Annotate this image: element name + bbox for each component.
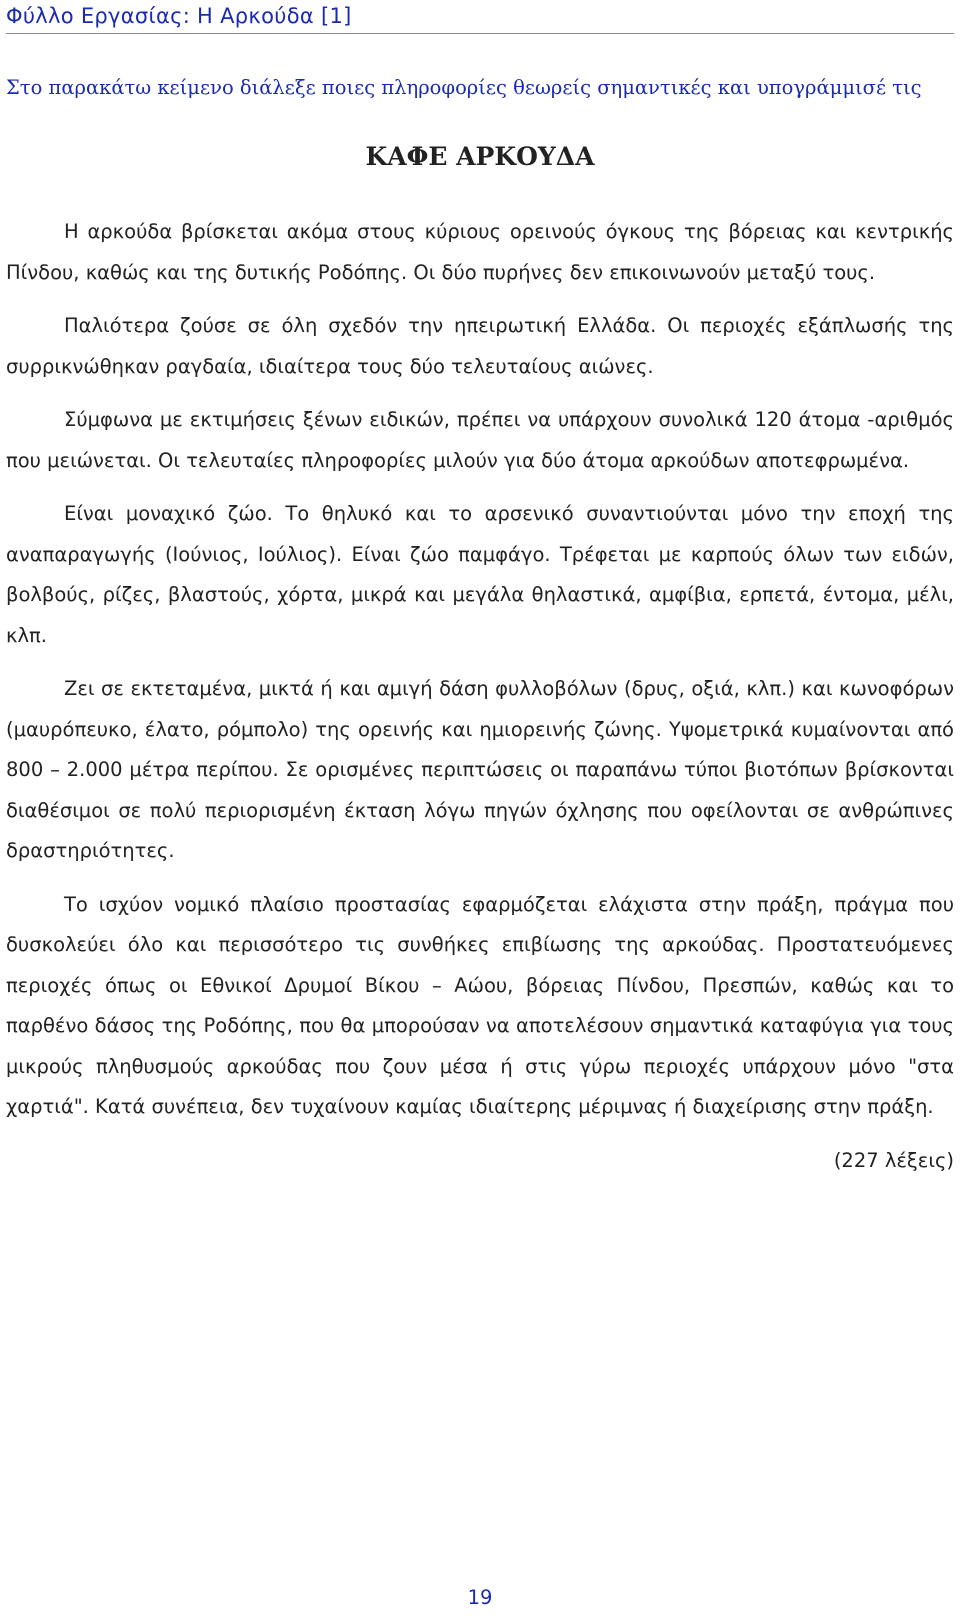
paragraph: Παλιότερα ζούσε σε όλη σχεδόν την ηπειρωτική Ελλάδα. Οι περιοχές εξάπλωσής της συρρικνώθηκαν ραγδαία, ιδιαίτερα τους δύο τελευταίους αιώνες. xyxy=(6,314,954,378)
page-number: 19 xyxy=(467,1586,493,1609)
paragraph: Ζει σε εκτεταμένα, μικτά ή και αμιγή δάση φυλλοβόλων (δρυς, οξιά, κλπ.) και κωνοφόρων (μαυρόπευκο, έλατο, ρόμπολο) της ορεινής και ημιορεινής ζώνης. Υψομετρικά κυμαίνονται από 800 – 2.000 μέτρα περίπου. Σε ορισμένες περιπτώσεις οι παραπάνω τύποι βιοτόπων βρίσκονται διαθέσιμοι σε πολύ περιορισμένη έκταση λόγω πηγών όχλησης που οφείλονται σε ανθρώπινες δραστηριότητες. xyxy=(6,677,954,862)
instruction-text: Στο παρακάτω κείμενο διάλεξε ποιες πληροφορίες θεωρείς σημαντικές και υπογράμμισέ τις xyxy=(6,76,922,99)
worksheet-header: Φύλλο Εργασίας: Η Αρκούδα [1] xyxy=(6,4,352,28)
word-count: (227 λέξεις) xyxy=(833,1148,954,1172)
article-title: ΚΑΦΕ ΑΡΚΟΥΔΑ xyxy=(365,142,595,171)
paragraph: Είναι μοναχικό ζώο. Το θηλυκό και το αρσενικό συναντιούνται μόνο την εποχή της αναπαραγωγής (Ιούνιος, Ιούλιος). Είναι ζώο παμφάγο. Τρέφεται με καρπούς όλων των ειδών, βολβούς, ρίζες, βλαστούς, χόρτα, μικρά και μεγάλα θηλαστικά, αμφίβια, ερπετά, έντομα, μέλι, κλπ. xyxy=(6,502,954,647)
paragraph: Σύμφωνα με εκτιμήσεις ξένων ειδικών, πρέπει να υπάρχουν συνολικά 120 άτομα -αριθμός που μειώνεται. Οι τελευταίες πληροφορίες μιλούν για δύο άτομα αρκούδων αποτεφρωμένα. xyxy=(6,408,954,472)
article-body xyxy=(6,212,954,1181)
header-divider xyxy=(6,33,954,34)
paragraph: Η αρκούδα βρίσκεται ακόμα στους κύριους ορεινούς όγκους της βόρειας και κεντρικής Πίνδου, καθώς και της δυτικής Ροδόπης. Οι δύο πυρήνες δεν επικοινωνούν μεταξύ τους. xyxy=(6,220,954,284)
paragraph: Το ισχύον νομικό πλαίσιο προστασίας εφαρμόζεται ελάχιστα στην πράξη, πράγμα που δυσκολεύει όλο και περισσότερο τις συνθήκες επιβίωσης της αρκούδας. Προστατευόμενες περιοχές όπως οι Εθνικοί Δρυμοί Βίκου – Αώου, βόρειας Πίνδου, Πρεσπών, καθώς και το παρθένο δάσος της Ροδόπης, που θα μπορούσαν να αποτελέσουν σημαντικά καταφύγια για τους μικρούς πληθυσμούς αρκούδας που ζουν μέσα ή στις γύρω περιοχές υπάρχουν μόνο "στα χαρτιά". Κατά συνέπεια, δεν τυχαίνουν καμίας ιδιαίτερης μέριμνας ή διαχείρισης στην πράξη. xyxy=(6,892,954,1118)
